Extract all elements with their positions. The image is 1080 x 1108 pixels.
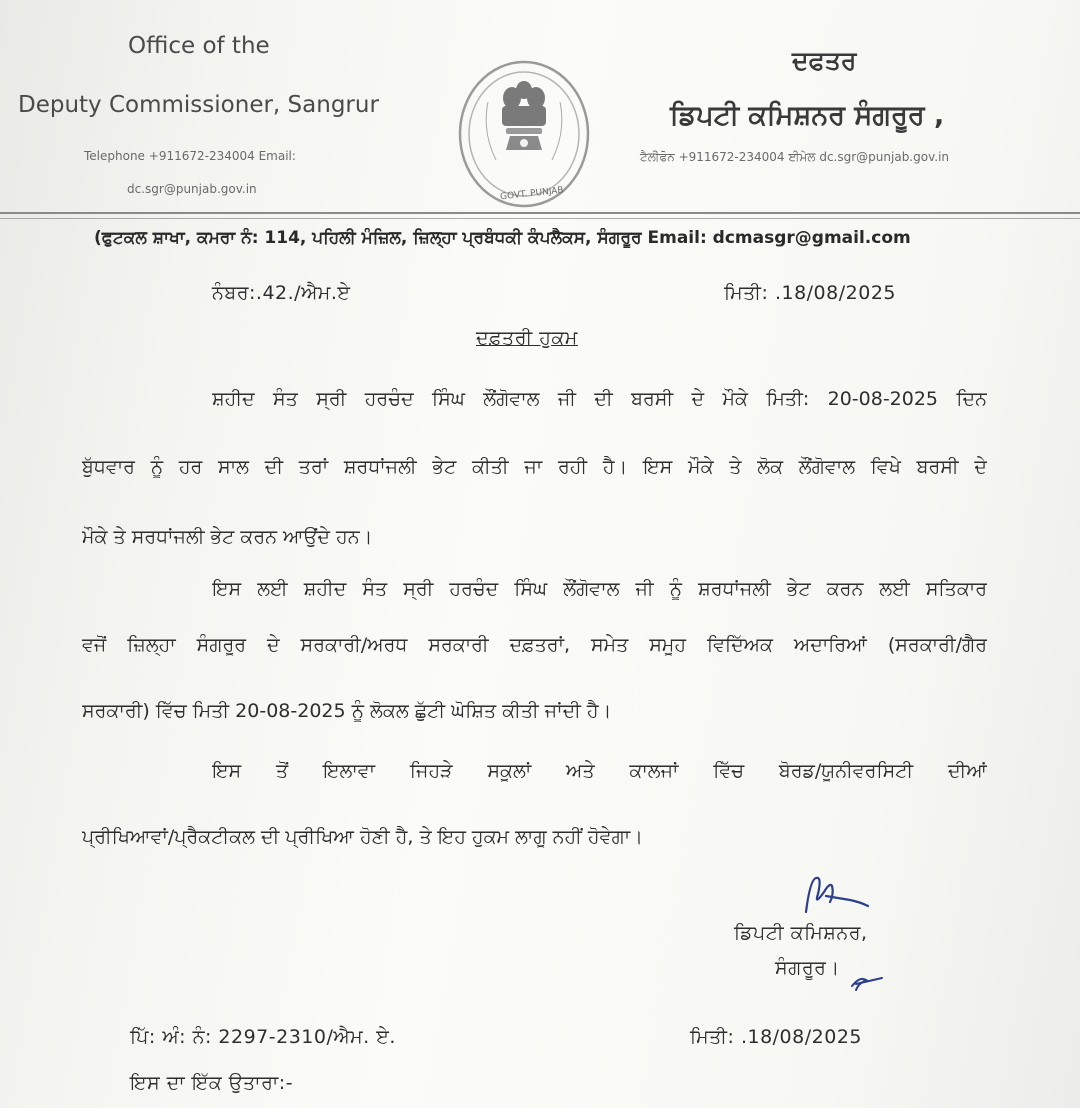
- reference-number: ਨੰਬਰ:.42./ਐਮ.ਏ: [212, 282, 351, 304]
- header-rule-bottom: [0, 218, 1080, 219]
- office-en-line1: Office of the: [128, 33, 270, 59]
- endorsement-number: ਪਿੱ: ਅੰ: ਨੰ: 2297-2310/ਐਮ. ਏ.: [130, 1026, 396, 1048]
- paragraph-2-line-3: ਸਰਕਾਰੀ) ਵਿੱਚ ਮਿਤੀ 20-08-2025 ਨੂੰ ਲੋਕਲ ਛੁੱਟੀ ਘੋਸ਼ਿਤ ਕੀਤੀ ਜਾਂਦੀ ਹੈ।: [82, 700, 612, 722]
- paragraph-3-line-1: ਇਸ ਤੋਂ ਇਲਾਵਾ ਜਿਹੜੇ ਸਕੂਲਾਂ ਅਤੇ ਕਾਲਜਾਂ ਵਿੱਚ ਬੋਰਡ/ਯੂਨੀਵਰਸਿਟੀ ਦੀਆਂ: [212, 760, 987, 782]
- branch-line: (ਫੁਟਕਲ ਸ਼ਾਖਾ, ਕਮਰਾ ਨੰ: 114, ਪਹਿਲੀ ਮੰਜ਼ਿਲ, ਜ਼ਿਲ੍ਹਾ ਪ੍ਰਬੰਧਕੀ ਕੰਪਲੈਕਸ, ਸੰਗਰੂਰ Email: dcmasgr@gmail.com: [94, 228, 911, 248]
- initial-mark: [848, 970, 888, 994]
- reference-date: ਮਿਤੀ: .18/08/2025: [724, 282, 896, 304]
- paragraph-1-line-3: ਮੌਕੇ ਤੇ ਸਰਧਾਂਜਲੀ ਭੇਟ ਕਰਨ ਆਉਂਦੇ ਹਨ।: [82, 526, 373, 548]
- seal-text: GOVT. PUNJAB: [499, 185, 565, 203]
- contact-en-line2: dc.sgr@punjab.gov.in: [127, 182, 257, 196]
- signature-place: ਸੰਗਰੂਰ।: [775, 957, 840, 979]
- office-pa-line2: ਡਿਪਟੀ ਕਮਿਸ਼ਨਰ ਸੰਗਰੂਰ ,: [670, 100, 945, 131]
- contact-en-line1: Telephone +911672-234004 Email:: [84, 149, 296, 163]
- paragraph-2-line-1: ਇਸ ਲਈ ਸ਼ਹੀਦ ਸੰਤ ਸ੍ਰੀ ਹਰਚੰਦ ਸਿੰਘ ਲੌਂਗੋਵਾਲ ਜੀ ਨੂੰ ਸ਼ਰਧਾਂਜਲੀ ਭੇਟ ਕਰਨ ਲਈ ਸਤਿਕਾਰ: [212, 578, 987, 600]
- office-pa-line1: ਦਫਤਰ: [792, 46, 857, 75]
- signature-designation: ਡਿਪਟੀ ਕਮਿਸ਼ਨਰ,: [734, 922, 868, 944]
- paragraph-3-line-2: ਪ੍ਰੀਖਿਆਵਾਂ/ਪ੍ਰੈਕਟੀਕਲ ਦੀ ਪ੍ਰੀਖਿਆ ਹੋਣੀ ਹੈ, ਤੇ ਇਹ ਹੁਕਮ ਲਾਗੂ ਨਹੀਂ ਹੋਵੇਗਾ।: [82, 826, 643, 848]
- paragraph-2-line-2: ਵਜੋਂ ਜ਼ਿਲ੍ਹਾ ਸੰਗਰੂਰ ਦੇ ਸਰਕਾਰੀ/ਅਰਧ ਸਰਕਾਰੀ ਦਫ਼ਤਰਾਂ, ਸਮੇਤ ਸਮੂਹ ਵਿਦਿੱਅਕ ਅਦਾਰਿਆਂ (ਸਰਕਾਰੀ/ਗੈਰ: [82, 634, 987, 656]
- handwritten-signature: [796, 872, 876, 922]
- order-title: ਦਫ਼ਤਰੀ ਹੁਕਮ: [476, 327, 578, 349]
- paragraph-1-line-1: ਸ਼ਹੀਦ ਸੰਤ ਸ੍ਰੀ ਹਰਚੰਦ ਸਿੰਘ ਲੌਂਗੋਵਾਲ ਜੀ ਦੀ ਬਰਸੀ ਦੇ ਮੌਕੇ ਮਿਤੀ: 20-08-2025 ਦਿਨ: [212, 388, 987, 410]
- ashoka-lion-icon: [502, 81, 546, 150]
- copy-label: ਇਸ ਦਾ ਇੱਕ ਉਤਾਰਾ:-: [130, 1072, 294, 1094]
- endorsement-date: ਮਿਤੀ: .18/08/2025: [690, 1026, 862, 1048]
- paragraph-1-line-2: ਬੁੱਧਵਾਰ ਨੂੰ ਹਰ ਸਾਲ ਦੀ ਤਰਾਂ ਸ਼ਰਧਾਂਜਲੀ ਭੇਟ ਕੀਤੀ ਜਾ ਰਹੀ ਹੈ। ਇਸ ਮੌਕੇ ਤੇ ਲੋਕ ਲੌਂਗੋਵਾਲ ਵਿਖੇ ਬਰਸੀ ਦੇ: [82, 456, 987, 478]
- government-seal: [452, 42, 596, 212]
- header-rule-top: [0, 212, 1080, 214]
- contact-pa: ਟੈਲੀਫੋਨ +911672-234004 ਈਮੇਲ dc.sgr@punjab.gov.in: [640, 150, 950, 164]
- office-en-line2: Deputy Commissioner, Sangrur: [18, 92, 379, 118]
